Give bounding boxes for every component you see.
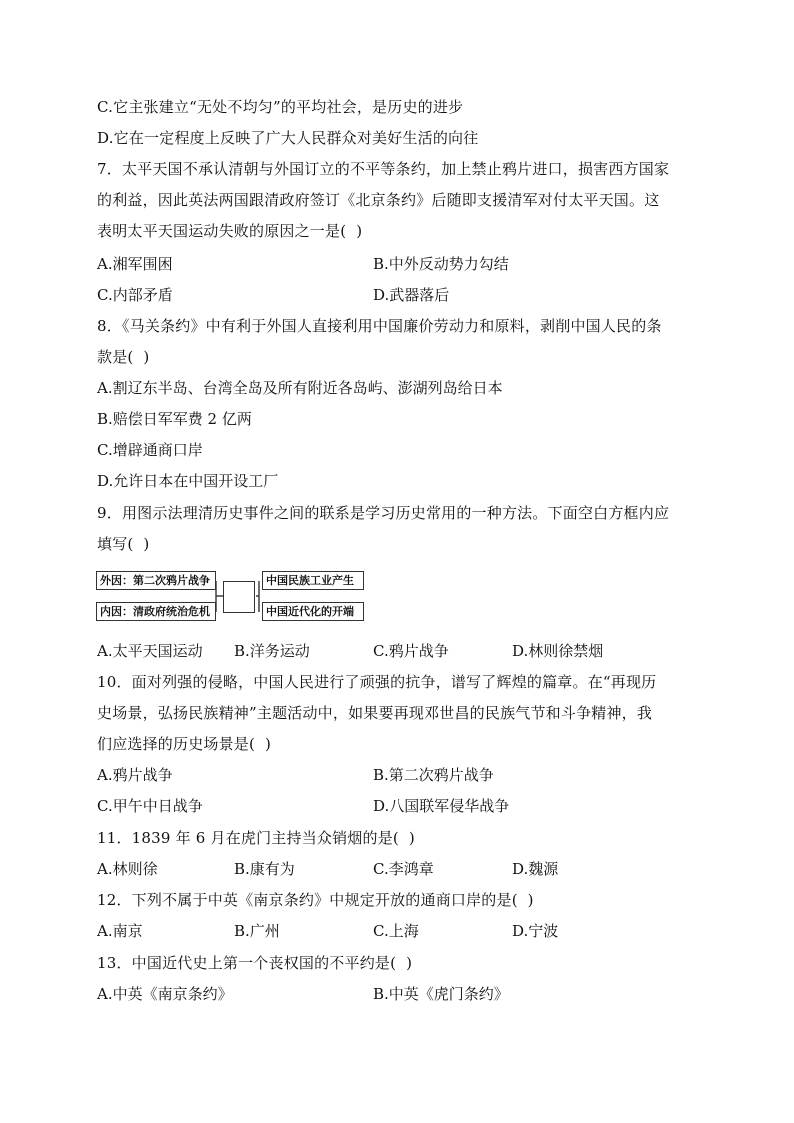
q10-option-c: C.甲午中日战争 bbox=[97, 797, 203, 815]
diagram-external-cause-box: 外因：第二次鸦片战争 bbox=[96, 571, 216, 590]
q9-stem-line1: 9．用图示法理清历史事件之间的联系是学习历史常用的一种方法。下面空白方框内应 bbox=[97, 504, 670, 522]
q10-option-b: B.第二次鸦片战争 bbox=[373, 766, 494, 784]
q9-stem-line2: 填写( ) bbox=[97, 535, 150, 553]
q12-option-d: D.宁波 bbox=[512, 922, 559, 940]
q13-stem: 13．中国近代史上第一个丧权国的不平约是( ) bbox=[97, 954, 413, 972]
q8-stem-line2: 款是( ) bbox=[97, 348, 150, 366]
q10-stem-line2: 史场景，弘扬民族精神”主题活动中，如果要再现邓世昌的民族气节和斗争精神，我 bbox=[97, 704, 653, 722]
q7-option-b: B.中外反动势力勾结 bbox=[373, 255, 509, 273]
diagram-result-box-1: 中国民族工业产生 bbox=[262, 571, 364, 590]
q12-stem: 12．下列不属于中英《南京条约》中规定开放的通商口岸的是( ) bbox=[97, 891, 534, 909]
q9-option-a: A.太平天国运动 bbox=[97, 642, 203, 660]
q8-option-a: A.割辽东半岛、台湾全岛及所有附近各岛屿、澎湖列岛给日本 bbox=[97, 379, 503, 397]
q7-option-c: C.内部矛盾 bbox=[97, 286, 173, 304]
q13-option-a: A.中英《南京条约》 bbox=[97, 985, 233, 1003]
q8-stem-line1: 8．《马关条约》中有利于外国人直接利用中国廉价劳动力和原料，剥削中国人民的条 bbox=[97, 317, 662, 335]
q7-option-d: D.武器落后 bbox=[373, 286, 450, 304]
q6-option-c: C.它主张建立“无处不均匀”的平均社会，是历史的进步 bbox=[97, 98, 464, 116]
q10-stem-line1: 10．面对列强的侵略，中国人民进行了顽强的抗争，谱写了辉煌的篇章。在“再现历 bbox=[97, 673, 657, 691]
q6-option-d: D.它在一定程度上反映了广大人民群众对美好生活的向往 bbox=[97, 129, 479, 147]
q11-option-d: D.魏源 bbox=[512, 860, 559, 878]
q13-option-b: B.中英《虎门条约》 bbox=[373, 985, 509, 1003]
q7-option-a: A.湘军围困 bbox=[97, 255, 173, 273]
q9-relationship-diagram bbox=[96, 567, 364, 629]
q9-option-b: B.洋务运动 bbox=[234, 642, 310, 660]
q8-option-d: D.允许日本在中国开设工厂 bbox=[97, 472, 279, 490]
q7-stem-line2: 的利益，因此英法两国跟清政府签订《北京条约》后随即支援清军对付太平天国。这 bbox=[97, 191, 660, 209]
diagram-result-box-2: 中国近代化的开端 bbox=[262, 602, 364, 621]
q10-option-d: D.八国联军侵华战争 bbox=[373, 797, 510, 815]
q7-stem-line1: 7．太平天国不承认清朝与外国订立的不平等条约，加上禁止鸦片进口，损害西方国家 bbox=[97, 160, 670, 178]
q10-option-a: A.鸦片战争 bbox=[97, 766, 173, 784]
q11-option-b: B.康有为 bbox=[234, 860, 295, 878]
q12-option-a: A.南京 bbox=[97, 922, 143, 940]
q11-option-c: C.李鸿章 bbox=[373, 860, 434, 878]
diagram-connector-lines bbox=[96, 567, 364, 629]
diagram-internal-cause-box: 内因：清政府统治危机 bbox=[96, 602, 216, 621]
q12-option-c: C.上海 bbox=[373, 922, 419, 940]
q7-stem-line3: 表明太平天国运动失败的原因之一是( ) bbox=[97, 222, 363, 240]
q9-option-c: C.鸦片战争 bbox=[373, 642, 449, 660]
q9-option-d: D.林则徐禁烟 bbox=[512, 642, 604, 660]
q10-stem-line3: 们应选择的历史场景是( ) bbox=[97, 735, 272, 753]
q12-option-b: B.广州 bbox=[234, 922, 280, 940]
q11-option-a: A.林则徐 bbox=[97, 860, 158, 878]
q11-stem: 11．1839 年 6 月在虎门主持当众销烟的是( ) bbox=[97, 829, 415, 847]
q8-option-b: B.赔偿日军军费 2 亿两 bbox=[97, 410, 252, 428]
q8-option-c: C.增辟通商口岸 bbox=[97, 441, 203, 459]
